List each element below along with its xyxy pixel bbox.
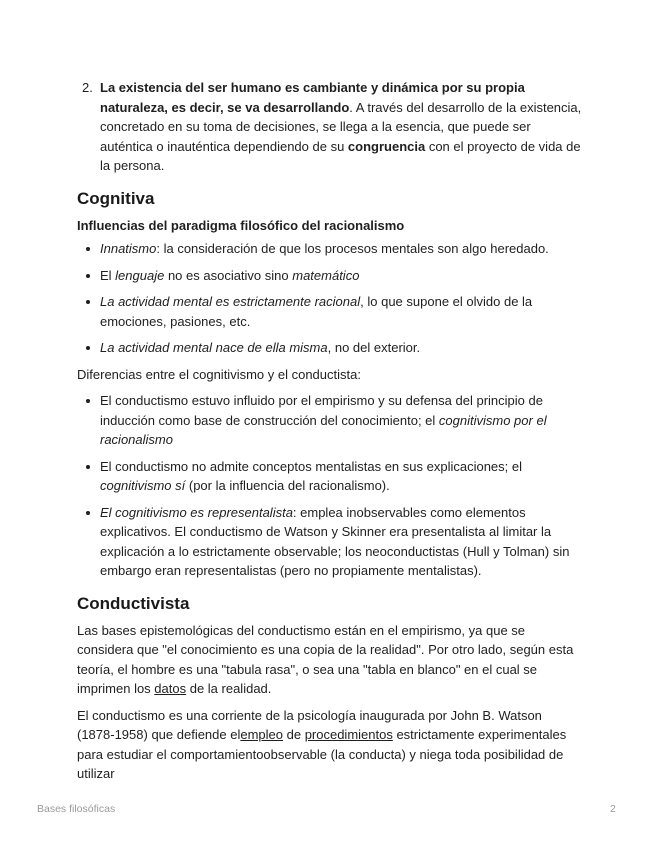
subheading-influencias: Influencias del paradigma filosófico del racionalismo — [77, 217, 405, 233]
page-number: 2 — [610, 803, 616, 815]
document-body — [77, 78, 582, 791]
list-item: El cognitivismo es representalista: emplea inobservables como elementos explicativos. El conductismo de Watson y Skinner era presentalista al limitar la explicación a lo estrictamente observable; los neoconductistas (Hull y Tolman) sin embargo eran representalistas (pero no propiamente mentalistas). — [77, 503, 582, 581]
list-item: La actividad mental es estrictamente racional, lo que supone el olvido de la emociones, pasiones, etc. — [77, 292, 582, 331]
numbered-list — [77, 78, 582, 176]
section-heading-cognitiva: Cognitiva — [77, 188, 155, 208]
paragraph: Las bases epistemológicas del conductismo están en el empirismo, ya que se considera que "el conocimiento es una copia de la realidad". Por otro lado, según esta teoría, el hombre es una "tabula rasa", o sea una "tabla en blanco" en el cual se imprimen los datos de la realidad. — [77, 622, 574, 696]
list-item: El conductismo no admite conceptos mentalistas en sus explicaciones; el cognitivismo sí (por la influencia del racionalismo). — [77, 457, 582, 496]
bold-lead: La existencia del ser humano es cambiante y dinámica por su propia naturaleza, es decir, se va desarrollando — [100, 80, 525, 115]
list-item: El lenguaje no es asociativo sino matemático — [77, 266, 582, 286]
numbered-item: 2. La existencia del ser humano es cambiante y dinámica por su propia naturaleza, es decir, se va desarrollando. A través del desarrollo de la existencia, concretado en su toma de decisiones, se llega a la esencia, que puede ser auténtica o inauténtica dependiendo de su congruencia con el proyecto de vida de la persona. — [82, 80, 582, 173]
item-number: 2. — [82, 80, 93, 95]
section-heading-conductivista: Conductivista — [77, 593, 190, 613]
list-item: El conductismo estuvo influido por el empirismo y su defensa del principio de inducción como base de construcción del conocimiento; el cognitivismo por el racionalismo — [77, 391, 582, 450]
influencias-list — [77, 239, 582, 358]
datos-link[interactable]: datos — [154, 681, 187, 696]
list-item: La actividad mental nace de ella misma, no del exterior. — [77, 338, 582, 358]
empleo-link[interactable]: empleo — [240, 727, 283, 742]
diferencias-intro: Diferencias entre el cognitivismo y el conductista: — [77, 366, 361, 382]
procedimientos-link[interactable]: procedimientos — [304, 727, 393, 742]
list-item: Innatismo: la consideración de que los procesos mentales son algo heredado. — [77, 239, 582, 259]
diferencias-list — [77, 391, 582, 581]
paragraph: El conductismo es una corriente de la psicología inaugurada por John B. Watson (1878-1958) que defiende elempleo de procedimientos estrictamente experimentales para estudiar el comportamientoobservable (la conducta) y niega toda posibilidad de utilizar — [77, 707, 567, 781]
footer-title: Bases filosóficas — [37, 803, 116, 815]
